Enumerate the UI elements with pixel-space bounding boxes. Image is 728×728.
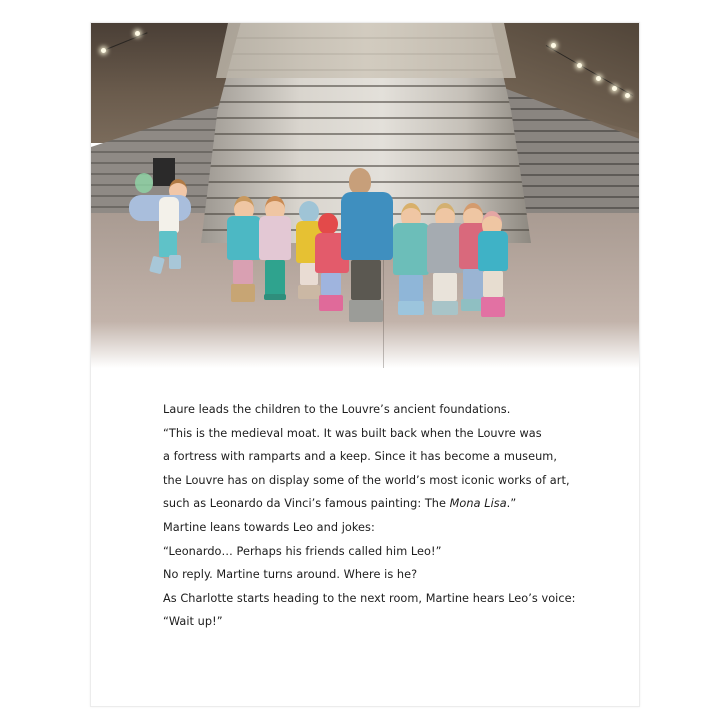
story-text-segment: such as Leonardo da Vinci’s famous painting: The	[163, 497, 450, 511]
book-page	[90, 22, 640, 707]
story-text-segment: .”	[506, 497, 517, 511]
spotlight-icon	[101, 48, 106, 53]
spotlight-icon	[577, 63, 582, 68]
story-line: Martine leans towards Leo and jokes:	[163, 520, 375, 534]
story-line: the Louvre has on display some of the world’s most iconic works of art,	[163, 473, 570, 487]
spotlight-icon	[551, 43, 556, 48]
story-line: “Wait up!”	[163, 615, 223, 629]
keep-tower-top	[216, 23, 516, 78]
story-line: a fortress with ramparts and a keep. Since it has become a museum,	[163, 450, 558, 464]
spotlight-icon	[625, 93, 630, 98]
spotlight-icon	[612, 86, 617, 91]
story-line: “Leonardo… Perhaps his friends called him Leo!”	[163, 544, 442, 558]
illustration-louvre-moat	[91, 23, 639, 368]
story-line: “This is the medieval moat. It was built back when the Louvre was	[163, 426, 542, 440]
story-line: As Charlotte starts heading to the next room, Martine hears Leo’s voice:	[163, 591, 576, 605]
story-line	[163, 492, 603, 516]
spotlight-icon	[596, 76, 601, 81]
story-line: No reply. Martine turns around. Where is he?	[163, 568, 418, 582]
story-text	[163, 398, 603, 634]
spotlight-icon	[135, 31, 140, 36]
artwork-title: Mona Lisa	[449, 497, 507, 511]
story-line: Laure leads the children to the Louvre’s ancient foundations.	[163, 403, 511, 416]
